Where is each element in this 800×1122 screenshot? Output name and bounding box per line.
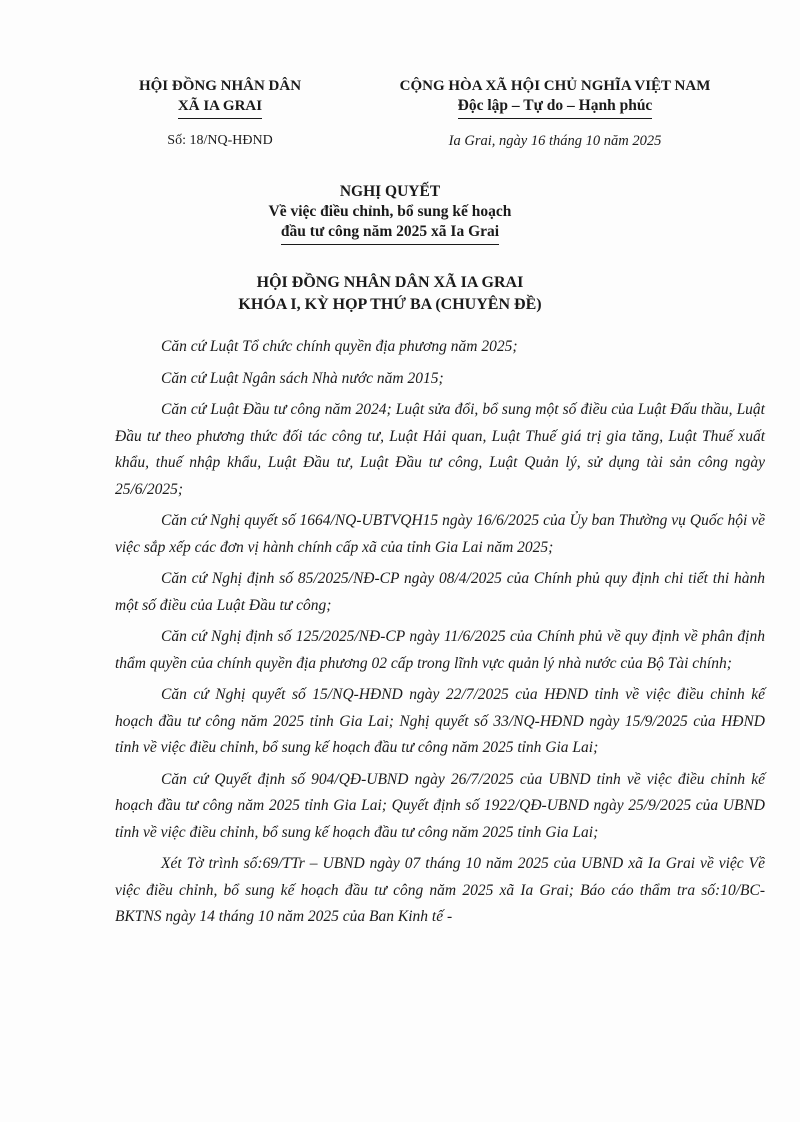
authority-commune: XÃ IA GRAI — [178, 96, 262, 119]
document-number: Số: 18/NQ-HĐND — [167, 133, 273, 148]
issue-date: Ia Grai, ngày 16 tháng 10 năm 2025 — [448, 133, 662, 149]
legal-basis-paragraph: Căn cứ Quyết định số 904/QĐ-UBND ngày 26/7/2025 của UBND tỉnh về việc điều chỉnh kế hoạch đầu tư công năm 2025 tỉnh Gia Lai; Quyết định số 1922/QĐ-UBND ngày 25/9/2025 của UBND tỉnh về việc điều chỉnh, bổ sung kế hoạch đầu tư công năm 2025 tỉnh Gia Lai; — [115, 770, 765, 841]
legal-basis-paragraph: Căn cứ Nghị định số 125/2025/NĐ-CP ngày 11/6/2025 của Chính phủ về quy định về phân định thẩm quyền của chính quyền địa phương 02 cấp trong lĩnh vực quản lý nhà nước của Bộ Tài chính; — [115, 628, 765, 672]
resolution-subject-line2: đầu tư công năm 2025 xã Ia Grai — [281, 222, 499, 245]
country-name: CỘNG HÒA XÃ HỘI CHỦ NGHĨA VIỆT NAM — [399, 78, 711, 94]
legal-basis-paragraph: Căn cứ Luật Ngân sách Nhà nước năm 2015; — [161, 369, 444, 387]
council-session: KHÓA I, KỲ HỌP THỨ BA (CHUYÊN ĐỀ) — [238, 296, 542, 313]
national-title-block — [350, 76, 760, 151]
issuing-authority-block — [100, 76, 340, 151]
resolution-title — [100, 182, 680, 245]
council-name: HỘI ĐỒNG NHÂN DÂN XÃ IA GRAI — [256, 274, 524, 291]
national-motto: Độc lập – Tự do – Hạnh phúc — [458, 96, 653, 119]
resolution-subject-line1: Về việc điều chỉnh, bổ sung kế hoạch — [268, 203, 512, 220]
legal-basis-paragraph: Căn cứ Nghị quyết số 15/NQ-HĐND ngày 22/7/2025 của HĐND tỉnh về việc điều chỉnh kế hoạch đầu tư công năm 2025 tỉnh Gia Lai; Nghị quyết số 33/NQ-HĐND ngày 15/9/2025 của HĐND tỉnh về việc điều chỉnh, bổ sung kế hoạch đầu tư công năm 2025 tỉnh Gia Lai; — [115, 686, 765, 756]
consideration-paragraph: Xét Tờ trình số:69/TTr – UBND ngày 07 tháng 10 năm 2025 của UBND xã Ia Grai về việc Về việc điều chỉnh, bổ sung kế hoạch đầu tư công năm 2025 xã Ia Grai; Báo cáo thẩm tra số:10/BC- BKTNS ngày 14 tháng 10 năm 2025 của Ban Kinh tế - — [115, 855, 765, 925]
legal-basis-paragraph: Căn cứ Luật Đầu tư công năm 2024; Luật sửa đổi, bổ sung một số điều của Luật Đấu thầu, Luật Đầu tư theo phương thức đối tác công tư, Luật Hải quan, Luật Thuế giá trị gia tăng, Luật Thuế xuất khẩu, thuế nhập khẩu, Luật Đầu tư, Luật Đầu tư công, Luật Quản lý, sử dụng tài sản công ngày 25/6/2025; — [115, 401, 765, 498]
legal-basis-paragraph: Căn cứ Luật Tổ chức chính quyền địa phương năm 2025; — [161, 338, 518, 355]
legal-basis-paragraph: Căn cứ Nghị quyết số 1664/NQ-UBTVQH15 ngày 16/6/2025 của Ủy ban Thường vụ Quốc hội về việc sắp xếp các đơn vị hành chính cấp xã của tỉnh Gia Lai năm 2025; — [115, 512, 765, 556]
resolution-heading: NGHỊ QUYẾT — [339, 183, 441, 200]
council-heading — [100, 272, 680, 316]
legal-basis-paragraph: Căn cứ Nghị định số 85/2025/NĐ-CP ngày 08/4/2025 của Chính phủ quy định chi tiết thi hành một số điều của Luật Đầu tư công; — [115, 570, 765, 614]
legal-basis-section — [115, 334, 765, 936]
authority-name: HỘI ĐỒNG NHÂN DÂN — [138, 78, 302, 94]
